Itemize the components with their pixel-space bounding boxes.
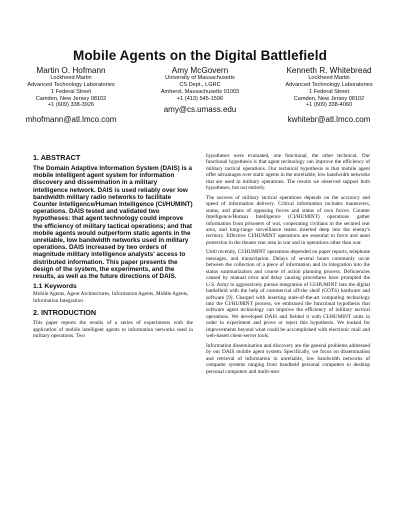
abstract-text: The Domain Adaptive Information System (DAIS) is a mobile intelligent agent system for information discovery and dissemination in a military intelligence network. DAIS is used reliably over low bandwidth military radio networks to facilitate Counter Intelligence/Human Intelligence (CI/HUMINT) operations. DAIS tested and validated two hypotheses: that agent technology could improve the efficiency of military tactical operations; and that mobile agents would outperform static agents in the unreliable, low bandwidth networks used in military operations. DAIS increased by two orders of magnitude military intelligence analysts' access to distributed information. This paper presents the design of the system, the experiments, and the results, as well as the future directions of DAIS.: [33, 165, 193, 281]
keywords-text: Mobile Agents, Agent Architectures, Information Agents, Middle Agents, Information Integration: [33, 291, 189, 304]
body-paragraph: Until recently, CI/HUMINT operations depended on paper reports, telephone messages, and transcription. Delays of several hours commonly occur between the collection of a piece of information and its integration into the status summarization and course of action planning process. Deficiencies caused by manual error and delay causing procedures have prompted the U.S. Army to aggressively pursue integration of CI/HUMINT into the digital battlefield with the help of commercial off-the shelf (COTS) hardware and software [9]. Charged with inserting state-of-the-art computing technology into the CI/HUMINT process, we embraced the functional hypothesis that software agent technology can improve the efficiency of military tactical operations. We developed DAIS and fielded it with CI/HUMINT units in order to experiment and prove or reject this hypothesis. We looked for improvements beyond what could be accomplished with electronic mail and web-based client-server tools.: [206, 249, 370, 340]
body-paragraph: The success of military tactical operations depends on the accuracy and speed of information delivery. Critical information includes maneuvers, status, and plans of opposing forces and status of own forces. Counter Intelligence/Human Intelligence (CI/HUMINT) operations gather information from prisoners of war, cooperating civilians in the secured rear area, and long-range surveillance teams inserted deep into the enemy's territory. Effective CI/HUMINT operations are essential to force and asset protection in the theater rear area in war and in operations other than war.: [206, 194, 370, 246]
author-affiliation-line: +1 (413) 545-1596: [176, 95, 224, 102]
author-email: mhofmann@atl.lmco.com: [25, 115, 117, 125]
introduction-heading: 2. INTRODUCTION: [33, 308, 97, 318]
author-affiliation-line: Camden, New Jersey 08102: [293, 95, 365, 102]
author-name: Martin O. Hofmann: [36, 66, 106, 75]
author-affiliation-line: Lockheed Martin: [50, 75, 92, 82]
author-3: [270, 66, 388, 125]
author-affiliation-line: Advanced Technology Laboratories: [27, 82, 115, 88]
author-name: Kenneth R. Whitebread: [286, 66, 372, 75]
author-affiliation-line: 1 Federal Street: [50, 88, 92, 95]
author-affiliation-line: Amherst, Massachusetts 01003: [160, 88, 240, 95]
abstract-heading: 1. ABSTRACT: [33, 153, 81, 162]
author-affiliation-line: +1 (609) 338-4060: [305, 102, 353, 109]
right-column: [206, 153, 370, 378]
author-block: [12, 66, 388, 125]
paper-title: Mobile Agents on the Digital Battlefield: [72, 48, 327, 63]
author-email: amy@cs.umass.edu: [163, 105, 237, 115]
author-affiliation-line: CS Dept., LGRC: [179, 82, 221, 88]
body-paragraph: Information dissemination and discovery are the general problems addressed by our DAIS mobile agent system. Specifically, we focus on dissemination and retrieval of information in unreliable, low bandwidth networks of computer systems ranging from handheld personal computers to desktop personal computers and multi-user: [206, 342, 370, 375]
author-affiliation-line: +1 (609) 338-3926: [47, 102, 95, 109]
introduction-paragraph: This paper reports the results of a series of experiments with the application of mobile intelligent agents to information networks used in military operations. Two: [33, 320, 193, 339]
author-1: [12, 66, 130, 125]
body-paragraph: hypotheses were evaluated, one functional, the other technical. Our functional hypothesis is that agent technology can improve the efficiency of military tactical operations. Our technical hypothesis is that mobile agent offer advantages over static agents in the unreliable, low bandwidth networks that are used in military operations. The results we observed support both hypotheses, but not entirely.: [206, 153, 370, 192]
author-affiliation-line: University of Massachusetts: [165, 75, 235, 82]
author-affiliation-line: 1 Federal Street: [308, 88, 350, 95]
author-affiliation-line: Lockheed Martin: [308, 75, 350, 82]
author-affiliation-line: Advanced Technology Laboratories: [285, 82, 373, 88]
author-affiliation-line: Camden, New Jersey 08102: [35, 95, 107, 102]
left-column: [33, 153, 193, 342]
author-email: kwhitebr@atl.lmco.com: [287, 115, 371, 125]
author-name: Amy McGovern: [171, 66, 229, 75]
author-2: [140, 66, 260, 125]
keywords-heading: 1.1 Keywords: [33, 283, 77, 291]
